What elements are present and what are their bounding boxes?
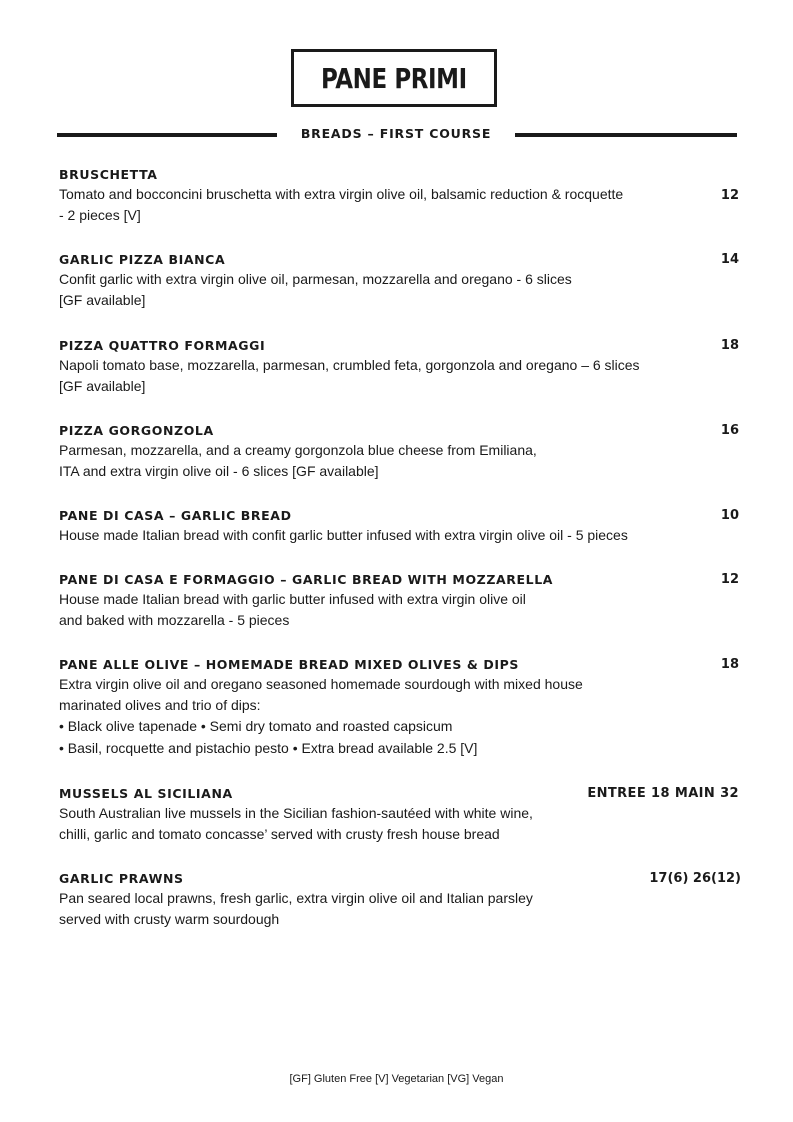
- menu-item-description-line: Parmesan, mozzarella, and a creamy gorgonzola blue cheese from Emiliana,: [59, 442, 537, 458]
- menu-item-name: GARLIC PIZZA BIANCA: [59, 252, 226, 267]
- dietary-legend: [GF] Gluten Free [V] Vegetarian [VG] Vegan: [289, 1073, 504, 1085]
- menu-item-price: 18: [720, 657, 739, 672]
- menu-item-description-line: • Basil, rocquette and pistachio pesto • Extra bread available 2.5 [V]: [59, 739, 478, 756]
- menu-item-description-line: Pan seared local prawns, fresh garlic, extra virgin olive oil and Italian parsley: [59, 890, 533, 906]
- menu-item-description-line: served with crusty warm sourdough: [59, 911, 280, 928]
- menu-item-mussels-al-siciliana: [59, 785, 741, 845]
- menu-item-description-line: Extra virgin olive oil and oregano seasoned homemade sourdough with mixed house: [59, 676, 583, 692]
- menu-item-name: BRUSCHETTA: [59, 167, 158, 182]
- menu-item-description-line: and baked with mozzarella - 5 pieces: [59, 612, 290, 629]
- menu-title-box: [291, 49, 497, 107]
- menu-item-description-line: marinated olives and trio of dips:: [59, 697, 261, 714]
- menu-item-price: 12: [720, 572, 739, 587]
- menu-item-price: 10: [720, 508, 739, 523]
- menu-item-description-line: chilli, garlic and tomato concasse’ served with crusty fresh house bread: [59, 826, 500, 843]
- menu-item-price: 12: [720, 188, 739, 203]
- menu-item-pizza-gorgonzola: [59, 422, 741, 482]
- menu-item-garlic-prawns: [59, 870, 741, 930]
- menu-item-price: 16: [720, 423, 739, 438]
- menu-item-price: 17(6) 26(12): [649, 871, 741, 886]
- menu-item-description-line: House made Italian bread with confit garlic butter infused with extra virgin olive oil - 5 pieces: [59, 527, 628, 543]
- menu-item-description-line: South Australian live mussels in the Sicilian fashion-sautéed with white wine,: [59, 805, 533, 821]
- menu-item-description-line: Confit garlic with extra virgin olive oil, parmesan, mozzarella and oregano - 6 slices: [59, 271, 572, 287]
- section-subtitle: BREADS – FIRST COURSE: [300, 126, 492, 141]
- menu-item-garlic-pizza-bianca: [59, 251, 741, 311]
- menu-item-price: ENTREE 18 MAIN 32: [587, 786, 739, 801]
- menu-item-description-line: House made Italian bread with garlic butter infused with extra virgin olive oil: [59, 591, 526, 607]
- menu-item-description-line: Tomato and bocconcini bruschetta with extra virgin olive oil, balsamic reduction & rocquette: [59, 186, 624, 202]
- menu-item-name: MUSSELS AL SICILIANA: [59, 786, 233, 801]
- menu-item-pane-di-casa-e-formaggio: [59, 571, 741, 631]
- page-title: PANE PRIMI: [321, 61, 467, 95]
- menu-item-description-line: [GF available]: [59, 292, 146, 309]
- header-rule-right: [515, 133, 737, 137]
- menu-item-bruschetta: [59, 166, 741, 226]
- menu-item-description-line: ITA and extra virgin olive oil - 6 slices [GF available]: [59, 463, 379, 480]
- menu-item-name: PIZZA QUATTRO FORMAGGI: [59, 338, 266, 353]
- menu-item-name: PANE DI CASA – GARLIC BREAD: [59, 508, 292, 523]
- menu-item-pane-di-casa: [59, 507, 741, 546]
- menu-item-price: 18: [720, 338, 739, 353]
- menu-item-description-line: Napoli tomato base, mozzarella, parmesan, crumbled feta, gorgonzola and oregano – 6 slices: [59, 357, 640, 373]
- menu-item-description-line: [GF available]: [59, 378, 146, 395]
- menu-item-name: PANE ALLE OLIVE – HOMEMADE BREAD MIXED OLIVES & DIPS: [59, 657, 519, 672]
- menu-item-description-line: • Black olive tapenade • Semi dry tomato and roasted capsicum: [59, 718, 453, 735]
- menu-item-description-line: - 2 pieces [V]: [59, 207, 141, 224]
- header-rule-left: [57, 133, 277, 137]
- menu-item-pizza-quattro-formaggi: [59, 337, 741, 397]
- menu-item-pane-alle-olive: [59, 656, 741, 759]
- menu-item-price: 14: [720, 252, 739, 267]
- menu-item-name: PANE DI CASA E FORMAGGIO – GARLIC BREAD WITH MOZZARELLA: [59, 572, 554, 587]
- menu-item-name: GARLIC PRAWNS: [59, 871, 184, 886]
- menu-item-name: PIZZA GORGONZOLA: [59, 423, 214, 438]
